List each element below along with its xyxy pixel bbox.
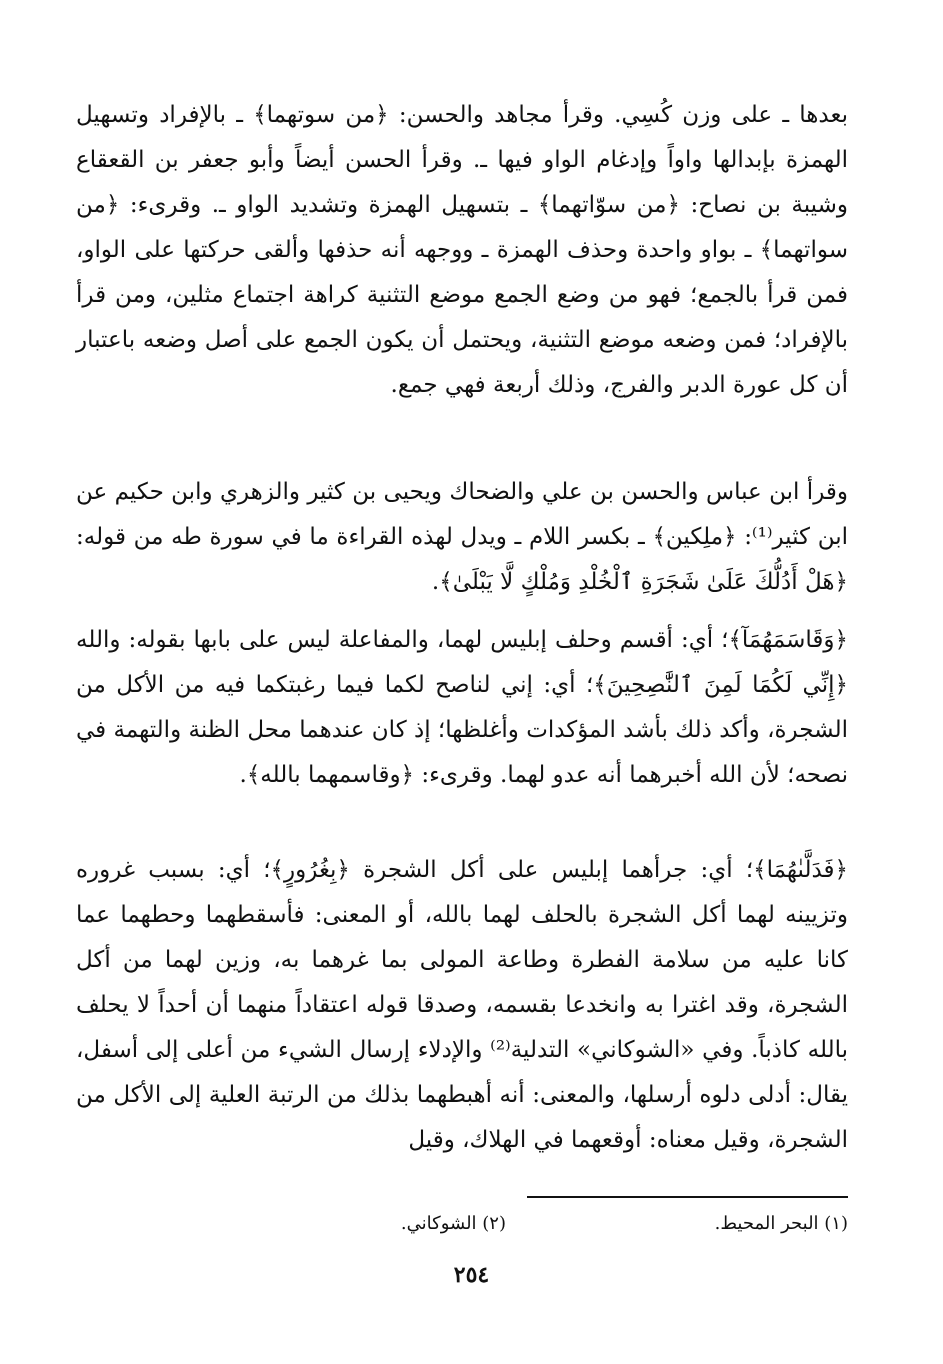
paragraph-qiraat-sawatihima: بعدها ـ على وزن كُسِي. وقرأ مجاهد والحسن: ﴿من سوتهما﴾ ـ بالإفراد وتسهيل الهمزة بإبدالها واواً وإدغام الواو فيها ـ. وقرأ الحسن أيضاً وأبو جعفر بن القعقاع وشيبة بن نصاح: ﴿من سوّاتهما﴾ ـ بتسهيل الهمزة وتشديد الواو ـ. وقرىء: ﴿من سواتهما﴾ ـ بواو واحدة وحذف الهمزة ـ ووجهه أنه حذفها وألقى حركتها على الواو، فمن قرأ بالجمع؛ فهو من وضع الجمع موضع التثنية كراهة اجتماع مثلين، ومن قرأ بالإفراد؛ فمن وضعه موضع التثنية، ويحتمل أن يكون الجمع على أصل وضعه باعتبار أن كل عورة الدبر والفرج، وذلك أربعة فهي جمع. xyxy=(76,102,848,398)
paragraph-fadallahuma: ﴿فَدَلَّىٰهُمَا﴾؛ أي: جرأهما إبليس على أكل الشجرة ﴿بِغُرُورٍ﴾؛ أي: بسبب غروره وتزيينه لهما أكل الشجرة بالحلف لهما بالله، أو المعنى: فأسقطهما وحطهما عما كانا عليه من سلامة الفطرة وطاعة المولى بما غرهما به، وزين لهما من أكل الشجرة، وقد اغترا به وانخدعا بقسمه، وصدقا قوله اعتقاداً منهما أن أحداً لا يحلف بالله كاذباً. وفي «الشوكاني» التدلية⁽²⁾ والإدلاء إرسال الشيء من أعلى إلى أسفل، يقال: أدلى دلوه أرسلها، والمعنى: أنه أهبطهما بذلك من الرتبة العلية إلى الأكل من الشجرة، وقيل معناه: أوقعهما في الهلاك، وقيل xyxy=(76,857,849,1153)
footnote-1: (١) البحر المحيط. xyxy=(714,1213,848,1234)
page-number: ٢٥٤ xyxy=(453,1262,490,1288)
footnote-divider xyxy=(527,1196,848,1198)
paragraph-qiraat-malikain: وقرأ ابن عباس والحسن بن علي والضحاك ويحيى بن كثير والزهري وابن حكيم عن ابن كثير⁽¹⁾: ﴿ملِكين﴾ ـ بكسر اللام ـ ويدل لهذه القراءة ما في سورة طه من قوله: ﴿هَلْ أَدُلُّكَ عَلَىٰ شَجَرَةِ ٱلْخُلْدِ وَمُلْكٍ لَّا يَبْلَىٰ﴾. xyxy=(76,479,848,595)
footnote-2: (٢) الشوكاني. xyxy=(400,1213,506,1234)
paragraph-waqasamahuma: ﴿وَقَاسَمَهُمَآ﴾؛ أي: أقسم وحلف إبليس لهما، والمفاعلة ليس على بابها بقوله: والله ﴿إِنِّي لَكُمَا لَمِنَ ٱلنَّٰصِحِينَ﴾؛ أي: إني لناصح لكما فيما رغبتكما فيه من الأكل من الشجرة، وأكد ذلك بأشد المؤكدات وأغلظها؛ إذ كان عندهما محل الظنة والتهمة في نصحه؛ لأن الله أخبرهما أنه عدو لهما. وقرىء: ﴿وقاسمهما بالله﴾. xyxy=(76,627,848,788)
